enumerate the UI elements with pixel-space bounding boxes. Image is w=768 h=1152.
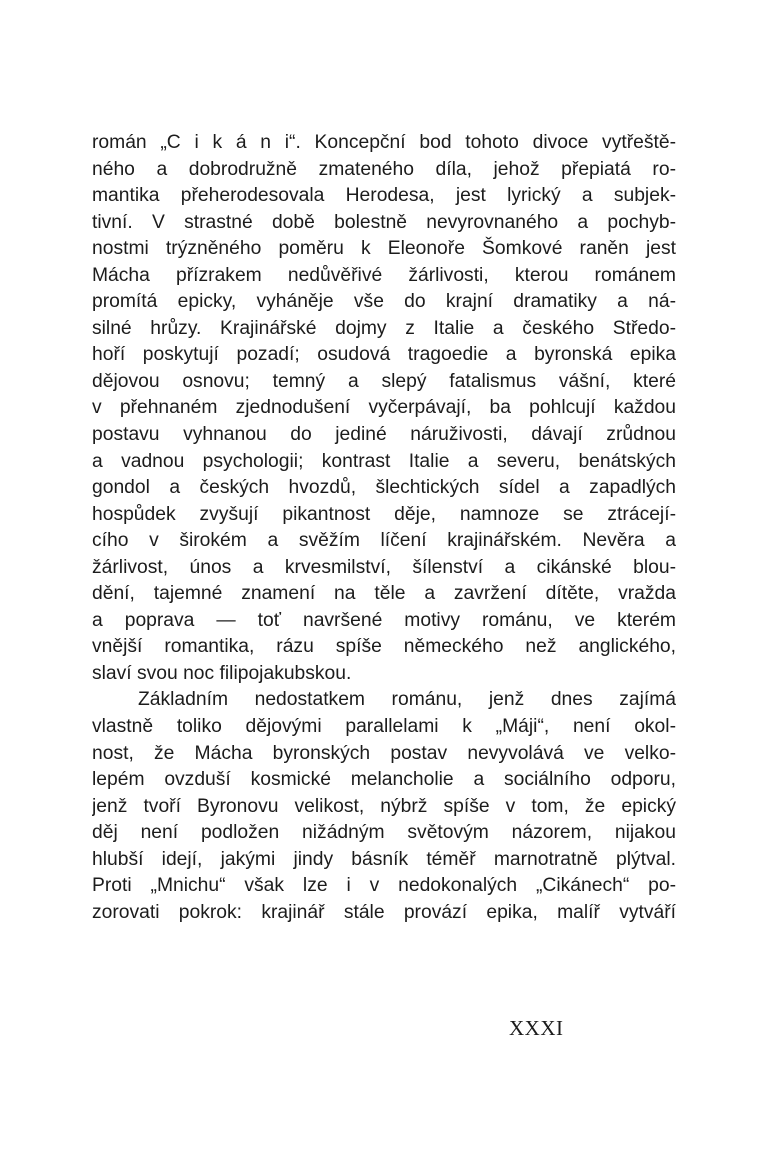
text-line: promítá epicky, vyháněje vše do krajní dramatiky a ná- [92,291,676,313]
text-line: jenž tvoří Byronovu velikost, nýbrž spíše v tom, že epický [92,795,676,817]
text-line: silné hrůzy. Krajinářské dojmy z Italie a českého Středo- [92,317,676,339]
text-line: v přehnaném zjednodušení vyčerpávají, ba pohlcují každou [92,397,676,419]
text-line: Základním nedostatkem románu, jenž dnes zajímá [138,689,676,711]
text-line: vlastně toliko dějovými parallelami k „Máji“, není okol- [92,716,676,738]
body-text [92,130,676,926]
text-line: gondol a českých hvozdů, šlechtických sídel a zapadlých [92,477,676,499]
text-line: žárlivost, únos a krvesmilství, šílenství a cikánské blou- [92,556,676,578]
text-line: tivní. V strastné době bolestně nevyrovnaného a pochyb- [92,211,676,233]
text-line: nost, že Mácha byronských postav nevyvolává ve velko- [92,742,676,764]
text-line: slaví svou noc filipojakubskou. [92,662,352,684]
text-line: román „C i k á n i“. Koncepční bod tohoto divoce vytřeště- [92,132,676,153]
text-line: vnější romantika, rázu spíše německého než anglického, [92,636,676,658]
text-line: a vadnou psychologii; kontrast Italie a severu, benátských [92,450,676,472]
text-line: lepém ovzduší kosmické melancholie a sociálního odporu, [92,769,676,791]
text-line: nostmi trýzněného poměru k Eleonoře Šomkové raněn jest [92,238,676,260]
text-line: ného a dobrodružně zmateného díla, jehož přepiatá ro- [92,158,676,180]
text-line: děj není podložen nižádným světovým názorem, nijakou [92,822,676,844]
paragraph-2 [92,687,676,926]
text-line: hoří poskytují pozadí; osudová tragoedie a byronská epika [92,344,676,366]
text-line: dějovou osnovu; temný a slepý fatalismus vášní, které [92,370,676,392]
paragraph-1 [92,130,676,687]
text-line: hospůdek zvyšují pikantnost děje, namnoze se ztrácejí- [92,503,676,525]
page-number: XXXI [509,1016,564,1040]
text-line: cího v širokém a svěžím líčení krajinářském. Nevěra a [92,530,676,552]
text-line: Mácha přízrakem nedůvěřivé žárlivosti, kterou románem [92,264,676,286]
text-line: dění, tajemné znamení na těle a zavržení dítěte, vražda [92,583,676,605]
text-line: zorovati pokrok: krajinář stále provází epika, malíř vytváří [92,901,676,923]
text-line: postavu vyhnanou do jediné náruživosti, dávají zrůdnou [92,424,676,446]
text-line: Proti „Mnichu“ však lze i v nedokonalých „Cikánech“ po- [92,875,676,897]
text-line: mantika přeherodesovala Herodesa, jest lyrický a subjek- [92,185,676,207]
text-line: a poprava — toť navršené motivy románu, ve kterém [92,609,676,631]
text-line: hlubší idejí, jakými jindy básník téměř marnotratně plýtval. [92,848,676,870]
